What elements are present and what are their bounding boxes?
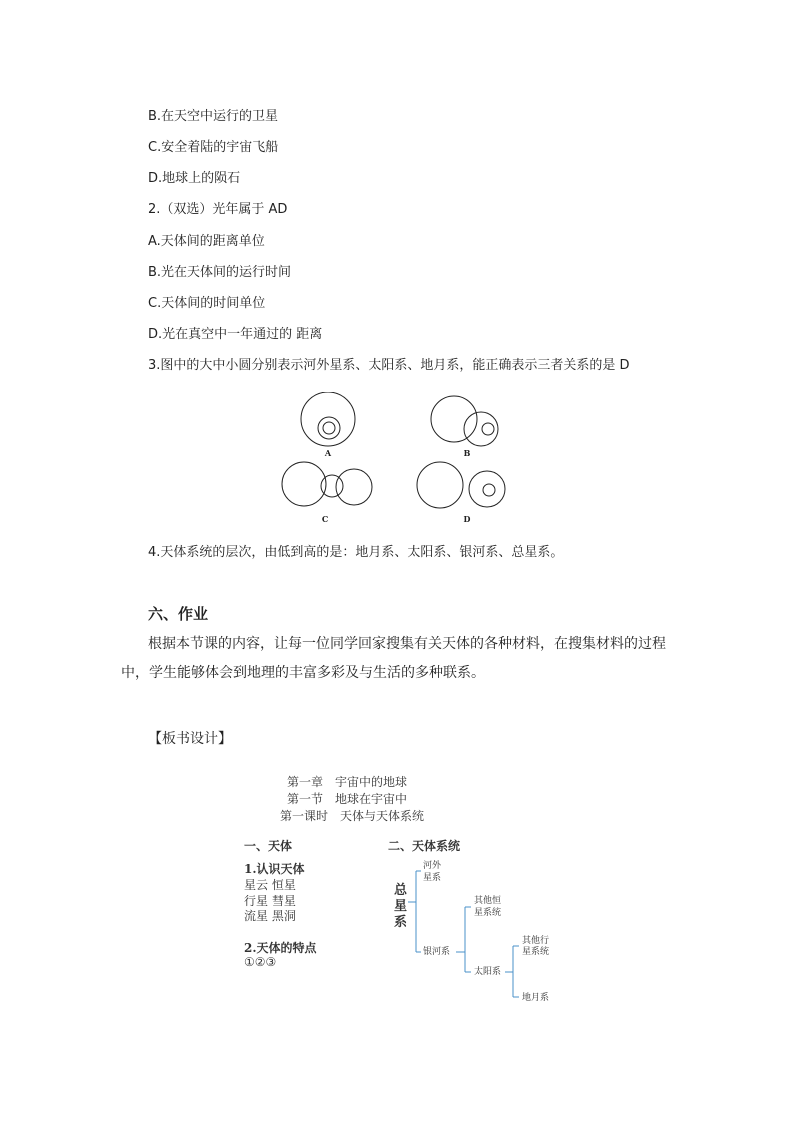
board-node-yinhe: 银河系	[423, 947, 451, 957]
homework-heading: 六、作业	[148, 605, 209, 623]
board-design-label: 【板书设计】	[148, 731, 232, 747]
board-node-qita-xing-line1: 其他行	[522, 936, 550, 946]
board-part1-row2: 行星 彗星	[244, 894, 296, 908]
board-node-qita-heng-line2: 星系统	[474, 908, 502, 918]
board-node-taiyang: 太阳系	[474, 967, 502, 977]
board-part1-row3: 流星 黑洞	[244, 909, 296, 923]
q1-option-b: B.在天空中运行的卫星	[148, 109, 279, 124]
q1-option-c: C.安全着陆的宇宙飞船	[148, 140, 279, 155]
diagram-label-c: C	[321, 514, 329, 524]
q2-option-c: C.天体间的时间单位	[148, 296, 266, 311]
board-tree-root: 总星系	[394, 883, 408, 930]
diagram-label-a: A	[324, 448, 332, 458]
board-node-qita-xing-line2: 星系统	[522, 947, 550, 957]
diagram-label-b: B	[463, 448, 471, 458]
board-part1-marks: ①②③	[244, 955, 277, 969]
q4-text: 4.天体系统的层次，由低到高的是：地月系、太阳系、银河系、总星系。	[148, 545, 564, 560]
homework-paragraph: 根据本节课的内容，让每一位同学回家搜集有关天体的各种材料，在搜集材料的过程中，学生能够体会到地理的丰富多彩及与生活的多种联系。	[121, 636, 666, 681]
board-part1-sub2: 2.天体的特点	[244, 941, 317, 955]
board-part1-sub1: 1.认识天体	[244, 862, 305, 876]
board-section: 第一节 地球在宇宙中	[287, 792, 408, 806]
q3-stem: 3.图中的大中小圆分别表示河外星系、太阳系、地月系，能正确表示三者关系的是 D	[148, 358, 630, 373]
board-lesson: 第一课时 天体与天体系统	[280, 809, 425, 823]
q2-option-a: A.天体间的距离单位	[148, 234, 265, 249]
board-part1-row1: 星云 恒星	[244, 878, 296, 892]
board-part2-title: 二、天体系统	[388, 839, 461, 853]
q2-option-b: B.光在天体间的运行时间	[148, 265, 292, 280]
q1-option-d: D.地球上的陨石	[148, 171, 241, 186]
board-node-hewai-line2: 星系	[423, 873, 442, 883]
q2-option-d: D.光在真空中一年通过的 距离	[148, 327, 323, 342]
diagram-label-d: D	[463, 514, 471, 524]
board-node-diyue: 地月系	[522, 993, 550, 1003]
board-node-qita-heng-line1: 其他恒	[474, 896, 502, 906]
q2-stem: 2.（双选）光年属于 AD	[148, 202, 288, 217]
board-node-hewai-line1: 河外	[423, 861, 442, 871]
board-part1-title: 一、天体	[244, 839, 293, 853]
board-chapter: 第一章 宇宙中的地球	[287, 775, 408, 789]
